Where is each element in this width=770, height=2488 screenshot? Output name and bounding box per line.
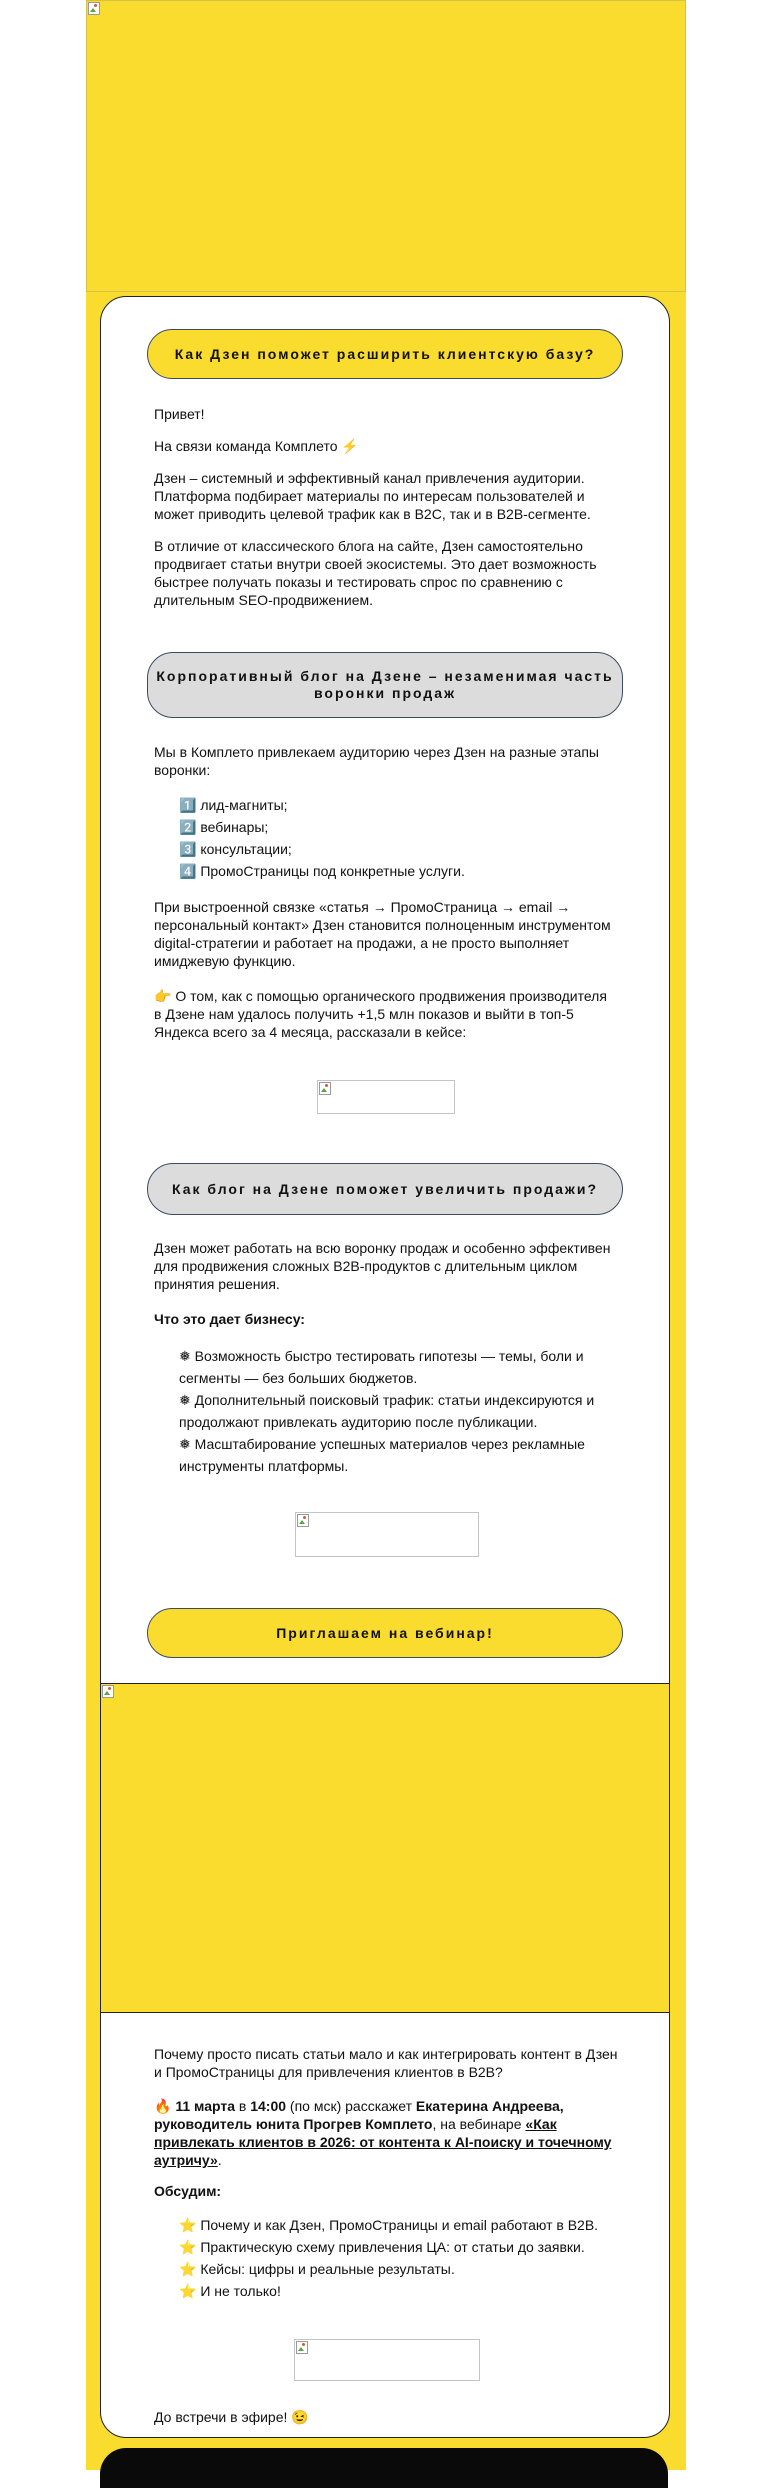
broken-image-icon — [101, 1684, 115, 1698]
discuss-list — [179, 2214, 609, 2302]
list-item: ⭐ Кейсы: цифры и реальные результаты. — [179, 2261, 455, 2277]
funnel-list — [179, 794, 609, 882]
benefits-list — [179, 1345, 609, 1477]
paragraph-case-intro: 👉 О том, как с помощью органического продвижения производителя в Дзене нам удалось получить +1,5 млн показов и выйти в топ-5 Яндекса всего за 4 месяца, рассказали в кейсе: — [154, 988, 607, 1040]
header-banner-image — [86, 0, 686, 292]
list-item: 3️⃣ консультации; — [179, 841, 292, 857]
paragraph-why-articles: Почему просто писать статьи мало и как интегрировать контент в Дзен и ПромоСтраницы для привлечения клиентов в B2B? — [154, 2046, 618, 2080]
webinar-link[interactable]: «Как привлекать клиентов в 2026: от контента к AI-поиску и точечному аутричу» — [154, 2116, 612, 2168]
webinar-invite-button[interactable]: Приглашаем на вебинар! — [147, 1608, 623, 1658]
section-title-increase-sales: Как блог на Дзене поможет увеличить продажи? — [147, 1163, 623, 1215]
paragraph-dzen-channel: Дзен – системный и эффективный канал привлечения аудитории. Платформа подбирает материалы по интересам пользователей и может приводить целевой трафик как в B2C, так и в B2B-сегменте. — [154, 470, 591, 522]
broken-image-icon — [318, 1081, 332, 1095]
list-item: ⭐ Практическую схему привлечения ЦА: от статьи до заявки. — [179, 2239, 585, 2255]
webinar-date: 11 марта — [175, 2098, 235, 2114]
footer-bar — [100, 2448, 668, 2488]
webinar-announcement — [154, 2097, 618, 2169]
broken-image-icon — [87, 1, 101, 15]
paragraph-dzen-vs-blog: В отличие от классического блога на сайте, Дзен самостоятельно продвигает статьи внутри своей экосистемы. Это дает возможность быстрее получать показы и тестировать спрос по сравнению с длительным SEO-продвижением. — [154, 538, 597, 608]
discuss-title: Обсудим: — [154, 2183, 222, 2199]
section-title-corporate-blog: Корпоративный блог на Дзене – незаменимая часть воронки продаж — [147, 652, 623, 718]
text-fragment: . — [217, 2152, 222, 2168]
list-item: ⭐ И не только! — [179, 2283, 281, 2299]
list-item: 1️⃣ лид-магниты; — [179, 797, 288, 813]
list-item: 4️⃣ ПромоСтраницы под конкретные услуги. — [179, 863, 465, 879]
list-item: 2️⃣ вебинары; — [179, 819, 269, 835]
list-item: ❅ Возможность быстро тестировать гипотезы — темы, боли и сегменты — без больших бюджетов. — [179, 1348, 584, 1386]
case-image[interactable] — [317, 1080, 455, 1114]
text-fragment: (по мск) расскажет — [286, 2098, 416, 2114]
paragraph-sales-chain: При выстроенной связке «статья → ПромоСтраница → email → персональный контакт» Дзен становится полноценным инструментом digital-стратегии и работает на продажи, а не просто выполняет имиджевую функцию. — [154, 899, 611, 969]
broken-image-icon — [295, 2340, 309, 2354]
farewell-text: До встречи в эфире! 😉 — [154, 2409, 309, 2425]
text-fragment: , на вебинаре — [432, 2116, 526, 2132]
intro-text: На связи команда Комплето ⚡ — [154, 438, 359, 454]
greeting-text: Привет! — [154, 406, 205, 422]
benefits-title: Что это дает бизнесу: — [154, 1311, 305, 1327]
webinar-time: 14:00 — [250, 2098, 287, 2114]
paragraph-funnel-intro: Мы в Комплето привлекаем аудиторию через Дзен на разные этапы воронки: — [154, 744, 599, 778]
broken-image-icon — [296, 1513, 310, 1527]
email-card — [100, 296, 670, 2438]
list-item: ⭐ Почему и как Дзен, ПромоСтраницы и email работают в B2B. — [179, 2217, 599, 2233]
webinar-banner-image[interactable] — [101, 1683, 669, 2013]
paragraph-full-funnel: Дзен может работать на всю воронку продаж и особенно эффективен для продвижения сложных B2B-продуктов с длительным циклом принятия решения. — [154, 1240, 611, 1292]
webinar-register-image[interactable] — [294, 2339, 480, 2381]
section-title-client-base: Как Дзен поможет расширить клиентскую базу? — [147, 329, 623, 379]
speaker-name: Екатерина Андреева, руководитель юнита Прогрев Комплето — [154, 2098, 564, 2132]
list-item: ❅ Масштабирование успешных материалов через рекламные инструменты платформы. — [179, 1436, 585, 1474]
list-item: ❅ Дополнительный поисковый трафик: статьи индексируются и продолжают привлекать аудиторию после публикации. — [179, 1392, 595, 1430]
email-background — [86, 0, 686, 2470]
benefits-image[interactable] — [295, 1512, 479, 1557]
fire-emoji: 🔥 — [154, 2098, 176, 2114]
text-fragment: в — [235, 2098, 251, 2114]
